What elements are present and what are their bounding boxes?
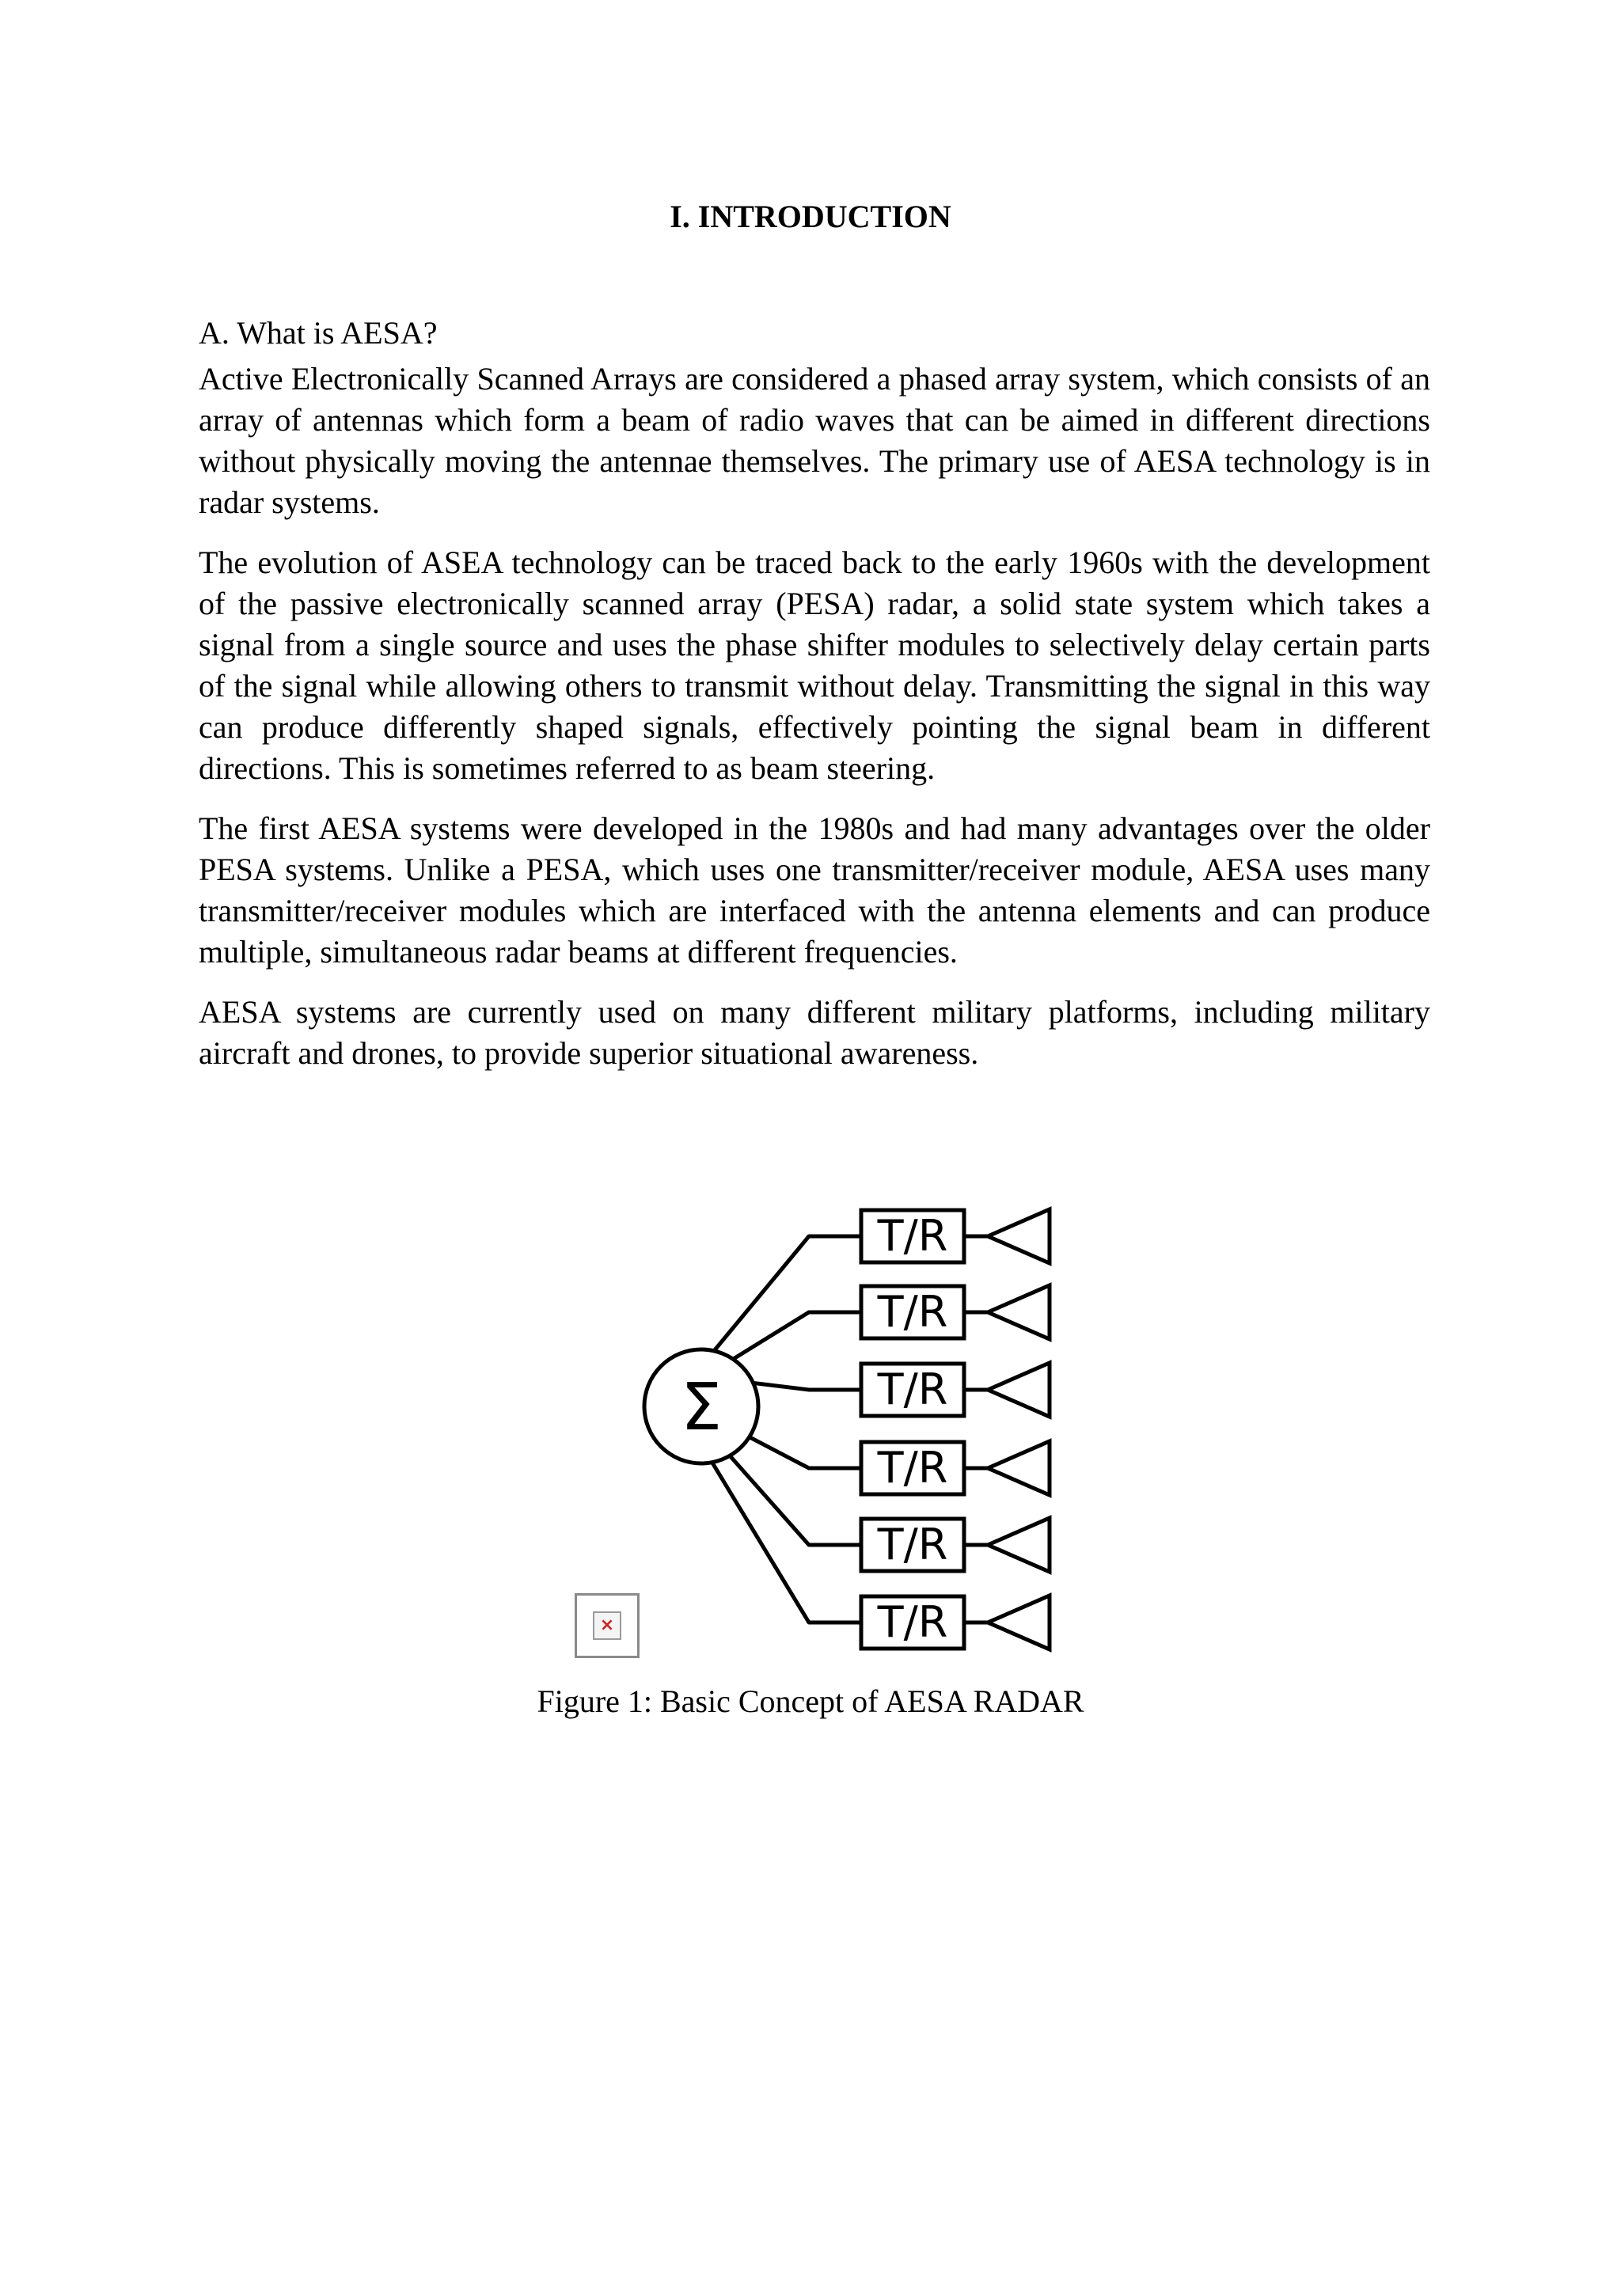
connector-line — [706, 1236, 861, 1361]
broken-image-icon — [575, 1593, 640, 1658]
broken-image-frame — [593, 1611, 621, 1640]
connector-line — [706, 1452, 861, 1622]
connector-line — [738, 1431, 861, 1468]
body-text — [199, 313, 1430, 1093]
antenna-icon — [964, 1209, 1050, 1263]
tr-module-label: T/R — [877, 1520, 948, 1569]
antenna-icon — [964, 1363, 1050, 1417]
tr-module-label: T/R — [877, 1597, 948, 1647]
tr-module-label: T/R — [877, 1364, 948, 1414]
antenna-icon — [964, 1518, 1050, 1572]
subsection-heading: A. What is AESA? — [199, 315, 438, 351]
close-icon: × — [599, 1615, 615, 1635]
figure-caption: Figure 1: Basic Concept of AESA RADAR — [537, 1683, 1084, 1719]
antenna-icon — [964, 1596, 1050, 1649]
paragraph-pesa-history: The evolution of ASEA technology can be traced back to the early 1960s with the development of the passive electronically scanned array (PESA) radar, a solid state system which takes a signal from a single source and uses the phase shifter modules to selectively delay certain parts of the signal while allowing others to transmit without delay. Transmitting the signal in this way can produce differently shaped signals, effectively pointing the signal beam in different directions. This is sometimes referred to as beam steering. — [199, 545, 1430, 786]
paragraph-aesa-definition: Active Electronically Scanned Arrays are considered a phased array system, which consists of an array of antennas which form a beam of radio waves that can be aimed in different directions without physically moving the antennae themselves. The primary use of AESA technology is in radar systems. — [199, 361, 1430, 520]
tr-modules — [861, 1210, 964, 1649]
connector-line — [722, 1312, 861, 1366]
antenna-icon — [964, 1285, 1050, 1339]
antenna-icon — [964, 1441, 1050, 1495]
paragraph-military-use: AESA systems are currently used on many different military platforms, including military aircraft and drones, to provide superior situational awareness. — [199, 994, 1430, 1071]
aesa-diagram — [570, 1191, 1076, 1674]
tr-module-label: T/R — [877, 1211, 948, 1261]
paragraph-first-aesa: The first AESA systems were developed in the 1980s and had many advantages over the older PESA systems. Unlike a PESA, which uses one transmitter/receiver module, AESA uses many transmitter/receiver modules which are interfaced with the antenna elements and can produce multiple, simultaneous radar beams at different frequencies. — [199, 810, 1430, 970]
tr-module-label: T/R — [877, 1443, 948, 1493]
connector-line — [722, 1447, 861, 1545]
tr-module-label: T/R — [877, 1287, 948, 1337]
section-title: I. INTRODUCTION — [670, 199, 951, 234]
summing-symbol: Σ — [681, 1370, 722, 1445]
antenna-elements — [964, 1209, 1050, 1649]
